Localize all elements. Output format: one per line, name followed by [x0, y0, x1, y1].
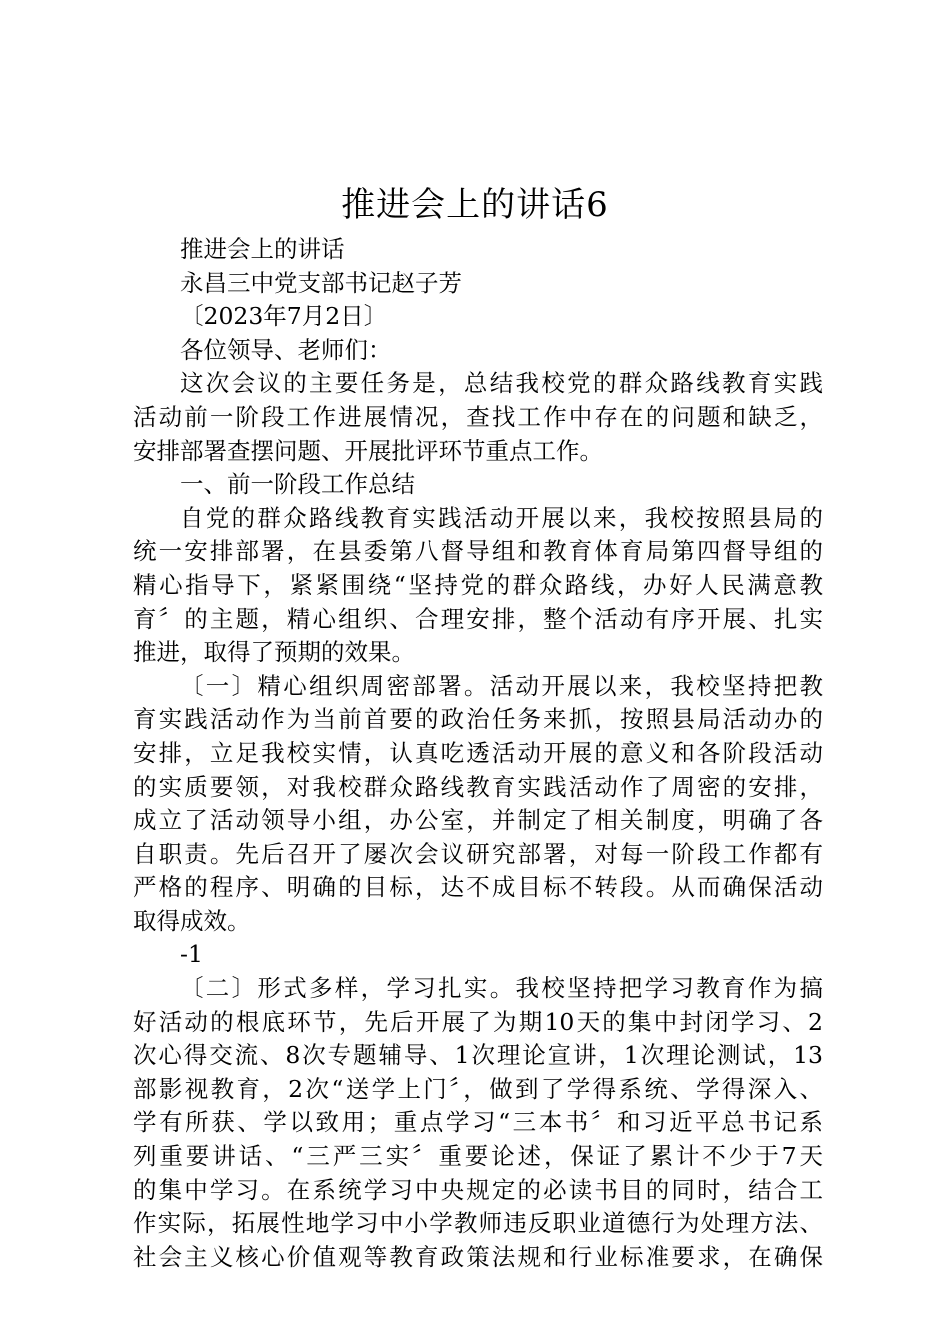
paragraph-line: 精心指导下，紧紧围绕“坚持党的群众路线，办好人民满意教 [133, 570, 823, 599]
paragraph-line: 的集中学习。在系统学习中央规定的必读书目的同时，结合工 [133, 1175, 823, 1204]
paragraph-line: 自职责。先后召开了屡次会议研究部署，对每一阶段工作都有 [133, 839, 823, 868]
paragraph-line: 社会主义核心价值观等教育政策法规和行业标准要求，在确保 [133, 1242, 823, 1271]
paragraph-line: 严格的程序、明确的目标，达不成目标不转段。从而确保活动 [133, 873, 823, 902]
paragraph-line: 推进会上的讲话 [180, 235, 345, 263]
document-body [133, 233, 823, 1274]
paragraph-line: 永昌三中党支部书记赵子芳 [180, 268, 462, 297]
paragraph-line: 〔二〕形式多样，学习扎实。我校坚持把学习教育作为搞 [180, 974, 823, 1003]
paragraph-line: 育实践活动作为当前首要的政治任务来抓，按照县局活动办的 [133, 705, 823, 734]
paragraph-line: 取得成效。 [133, 906, 251, 935]
paragraph-line: 活动前一阶段工作进展情况，查找工作中存在的问题和缺乏， [133, 402, 823, 431]
document-title: 推进会上的讲话6 [341, 185, 609, 225]
paragraph-line: 安排部署查摆问题、开展批评环节重点工作。 [133, 436, 603, 465]
paragraph-line: 部影视教育，2次“送学上门〞，做到了学得系统、学得深入、 [133, 1074, 823, 1103]
paragraph-line: 各位领导、老师们： [180, 335, 392, 364]
paragraph-line: 好活动的根底环节，先后开展了为期10天的集中封闭学习、2 [133, 1007, 823, 1036]
paragraph-line: 作实际，拓展性地学习中小学教师违反职业道德行为处理方法、 [133, 1209, 823, 1238]
paragraph-line: 成立了活动领导小组，办公室，并制定了相关制度，明确了各 [133, 806, 823, 835]
paragraph-line: 统一安排部署，在县委第八督导组和教育体育局第四督导组的 [133, 537, 823, 566]
paragraph-line: 的实质要领，对我校群众路线教育实践活动作了周密的安排， [133, 772, 823, 801]
paragraph-line: 〔2023年7月2日〕 [180, 302, 388, 331]
paragraph-line: 〔一〕精心组织周密部署。活动开展以来，我校坚持把教 [180, 671, 823, 700]
paragraph-line: 列重要讲话、“三严三实〞重要论述，保证了累计不少于7天 [133, 1142, 823, 1171]
paragraph-line: 自党的群众路线教育实践活动开展以来，我校按照县局的 [180, 503, 823, 532]
paragraph-line: 这次会议的主要任务是，总结我校党的群众路线教育实践 [180, 369, 823, 398]
paragraph-line: 安排，立足我校实情，认真吃透活动开展的意义和各阶段活动 [133, 738, 823, 767]
paragraph-line: 一、前一阶段工作总结 [180, 470, 415, 499]
paragraph-line: -1 [180, 940, 203, 969]
paragraph-line: 育〞的主题，精心组织、合理安排，整个活动有序开展、扎实 [133, 604, 823, 633]
paragraph-line: 推进，取得了预期的效果。 [133, 638, 415, 667]
paragraph-line: 次心得交流、8次专题辅导、1次理论宣讲，1次理论测试，13 [133, 1041, 823, 1070]
paragraph-line: 学有所获、学以致用；重点学习“三本书〞和习近平总书记系 [133, 1108, 823, 1137]
